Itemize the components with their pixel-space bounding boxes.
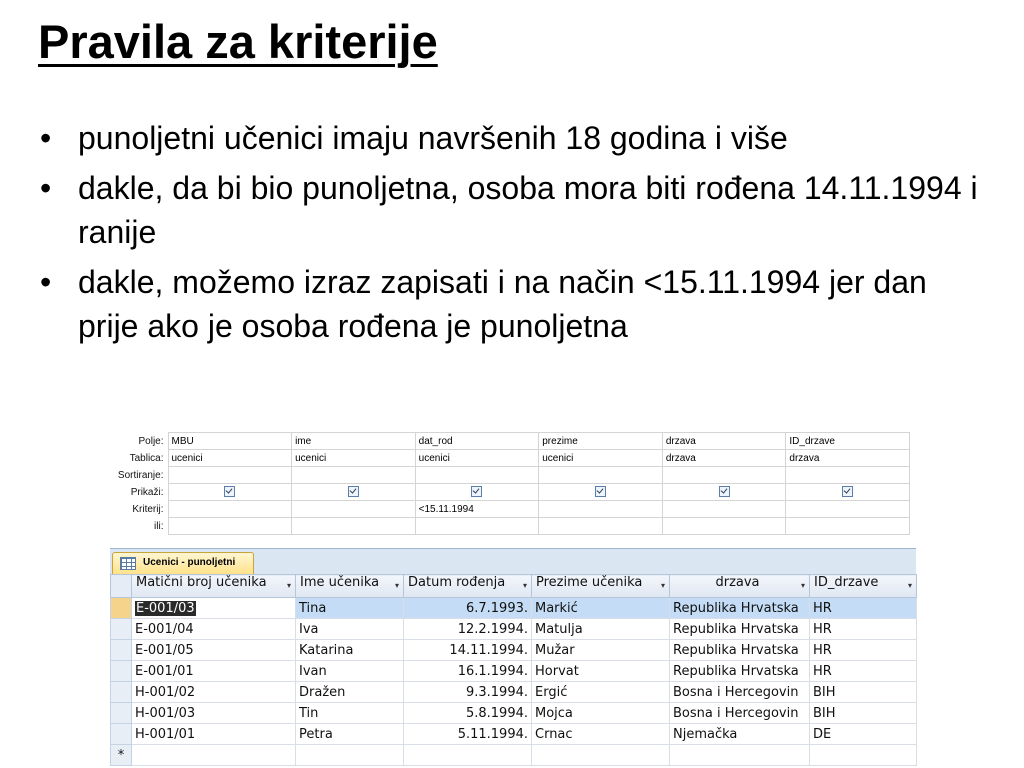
column-header-label: ID_drzave xyxy=(814,575,879,590)
grid-table-cell[interactable]: ucenici xyxy=(539,450,663,467)
column-header[interactable] xyxy=(532,575,670,598)
table-cell[interactable]: Njemačka xyxy=(670,724,810,745)
table-cell[interactable]: HR xyxy=(810,640,917,661)
table-cell[interactable]: HR xyxy=(810,598,917,619)
table-cell[interactable]: E-001/05 xyxy=(132,640,296,661)
row-label-field: Polje: xyxy=(110,433,168,450)
grid-criteria-cell[interactable] xyxy=(662,501,786,518)
bullet-item xyxy=(40,260,990,348)
table-cell[interactable]: Markić xyxy=(532,598,670,619)
table-cell[interactable]: Bosna i Hercegovin xyxy=(670,703,810,724)
grid-row-criteria xyxy=(110,501,910,518)
grid-table-cell[interactable]: drzava xyxy=(786,450,910,467)
show-checkbox[interactable] xyxy=(842,486,853,497)
column-header-label: Prezime učenika xyxy=(536,575,643,590)
table-cell[interactable] xyxy=(670,745,810,766)
table-cell[interactable]: Matulja xyxy=(532,619,670,640)
row-selector[interactable] xyxy=(111,640,132,661)
grid-table-cell[interactable]: ucenici xyxy=(292,450,416,467)
tab-label: Ucenici - punoljetni xyxy=(143,557,236,568)
table-cell[interactable]: 5.8.1994. xyxy=(404,703,532,724)
table-cell[interactable]: Republika Hrvatska xyxy=(670,598,810,619)
table-cell[interactable]: BIH xyxy=(810,703,917,724)
table-cell[interactable]: H-001/01 xyxy=(132,724,296,745)
bullet-text: punoljetni učenici imaju navršenih 18 godina i više xyxy=(78,120,788,156)
table-cell[interactable]: 14.11.1994. xyxy=(404,640,532,661)
grid-show-cell xyxy=(415,484,539,501)
bullet-list xyxy=(40,116,990,354)
table-cell[interactable]: 12.2.1994. xyxy=(404,619,532,640)
grid-sort-cell[interactable] xyxy=(292,467,416,484)
grid-field-cell[interactable]: ID_drzave xyxy=(786,433,910,450)
table-row[interactable] xyxy=(111,703,917,724)
table-cell[interactable]: H-001/02 xyxy=(132,682,296,703)
grid-sort-cell[interactable] xyxy=(168,467,292,484)
datasheet-view xyxy=(110,548,916,768)
row-selector[interactable] xyxy=(111,619,132,640)
show-checkbox[interactable] xyxy=(348,486,359,497)
table-cell[interactable]: BIH xyxy=(810,682,917,703)
table-cell[interactable]: HR xyxy=(810,619,917,640)
table-row[interactable] xyxy=(111,682,917,703)
query-design-grid xyxy=(110,432,910,534)
grid-field-cell[interactable]: MBU xyxy=(168,433,292,450)
table-cell[interactable]: Horvat xyxy=(532,661,670,682)
grid-or-cell[interactable] xyxy=(292,518,416,535)
datasheet-body xyxy=(111,598,917,766)
table-cell[interactable] xyxy=(132,745,296,766)
table-cell[interactable]: H-001/03 xyxy=(132,703,296,724)
table-cell[interactable] xyxy=(132,598,296,619)
show-checkbox[interactable] xyxy=(595,486,606,497)
table-cell[interactable]: Iva xyxy=(296,619,404,640)
grid-or-cell[interactable] xyxy=(786,518,910,535)
table-cell[interactable]: Republika Hrvatska xyxy=(670,661,810,682)
grid-criteria-cell[interactable] xyxy=(539,501,663,518)
table-cell[interactable]: Mojca xyxy=(532,703,670,724)
column-header[interactable] xyxy=(810,575,917,598)
row-selector[interactable] xyxy=(111,661,132,682)
column-header-label: Ime učenika xyxy=(300,575,380,590)
grid-or-cell[interactable] xyxy=(539,518,663,535)
grid-field-cell[interactable]: dat_rod xyxy=(415,433,539,450)
column-header[interactable] xyxy=(670,575,810,598)
row-label-table: Tablica: xyxy=(110,450,168,467)
grid-row-sort xyxy=(110,467,910,484)
show-checkbox[interactable] xyxy=(224,486,235,497)
slide-title: Pravila za kriterije xyxy=(38,15,438,68)
table-cell[interactable]: Tina xyxy=(296,598,404,619)
grid-show-cell xyxy=(662,484,786,501)
table-cell[interactable]: Ergić xyxy=(532,682,670,703)
tab-ucenici-punoljetni[interactable] xyxy=(112,552,254,574)
table-cell[interactable]: Dražen xyxy=(296,682,404,703)
row-selector[interactable] xyxy=(111,724,132,745)
column-header-label: drzava xyxy=(715,575,760,590)
table-row[interactable] xyxy=(111,724,917,745)
table-cell[interactable]: 5.11.1994. xyxy=(404,724,532,745)
grid-table-cell[interactable]: ucenici xyxy=(168,450,292,467)
row-selector[interactable] xyxy=(111,703,132,724)
table-cell[interactable]: Bosna i Hercegovin xyxy=(670,682,810,703)
row-selector[interactable] xyxy=(111,598,132,619)
dropdown-arrow-icon[interactable]: ▾ xyxy=(660,581,665,590)
grid-or-cell[interactable] xyxy=(662,518,786,535)
table-cell[interactable] xyxy=(532,745,670,766)
grid-show-cell xyxy=(786,484,910,501)
grid-row-table xyxy=(110,450,910,467)
table-cell[interactable]: E-001/04 xyxy=(132,619,296,640)
table-row[interactable] xyxy=(111,661,917,682)
table-cell[interactable]: Crnac xyxy=(532,724,670,745)
query-table-icon xyxy=(120,557,136,570)
show-checkbox[interactable] xyxy=(471,486,482,497)
table-cell[interactable]: E-001/01 xyxy=(132,661,296,682)
table-cell[interactable]: Ivan xyxy=(296,661,404,682)
column-header[interactable] xyxy=(296,575,404,598)
table-cell[interactable]: 16.1.1994. xyxy=(404,661,532,682)
table-cell[interactable]: Katarina xyxy=(296,640,404,661)
grid-show-cell xyxy=(539,484,663,501)
column-header[interactable] xyxy=(132,575,296,598)
grid-table-cell[interactable]: ucenici xyxy=(415,450,539,467)
grid-sort-cell[interactable] xyxy=(539,467,663,484)
bullet-item xyxy=(40,166,990,254)
document-tab-bar xyxy=(110,548,916,574)
table-cell[interactable]: Republika Hrvatska xyxy=(670,619,810,640)
bullet-text: dakle, možemo izraz zapisati i na način <15.11.1994 jer dan prije ako je osoba rođena je punoljetna xyxy=(78,264,927,344)
grid-row-or xyxy=(110,518,910,535)
bullet-dot: • xyxy=(40,170,52,206)
bullet-text: dakle, da bi bio punoljetna, osoba mora biti rođena 14.11.1994 i ranije xyxy=(78,170,978,250)
grid-field-cell[interactable]: ime xyxy=(292,433,416,450)
table-cell[interactable]: Mužar xyxy=(532,640,670,661)
table-cell[interactable]: 9.3.1994. xyxy=(404,682,532,703)
table-cell[interactable]: Petra xyxy=(296,724,404,745)
datasheet-table xyxy=(110,574,917,766)
grid-row-show xyxy=(110,484,910,501)
dropdown-arrow-icon[interactable]: ▾ xyxy=(522,581,527,590)
dropdown-arrow-icon[interactable]: ▾ xyxy=(286,581,291,590)
bullet-dot: • xyxy=(40,264,52,300)
dropdown-arrow-icon[interactable]: ▾ xyxy=(907,581,912,590)
table-cell[interactable] xyxy=(296,745,404,766)
grid-criteria-cell[interactable]: <15.11.1994 xyxy=(415,501,539,518)
grid-row-field xyxy=(110,433,910,450)
selected-cell-text: E-001/03 xyxy=(136,600,195,616)
dropdown-arrow-icon[interactable]: ▾ xyxy=(394,581,399,590)
select-all-corner[interactable] xyxy=(111,575,132,598)
show-checkbox[interactable] xyxy=(719,486,730,497)
grid-show-cell xyxy=(292,484,416,501)
bullet-item xyxy=(40,116,990,160)
table-row[interactable] xyxy=(111,640,917,661)
table-cell[interactable]: Tin xyxy=(296,703,404,724)
column-header-label: Matični broj učenika xyxy=(136,575,267,590)
grid-criteria-cell[interactable] xyxy=(292,501,416,518)
table-row[interactable] xyxy=(111,598,917,619)
row-label-show: Prikaži: xyxy=(110,484,168,501)
grid-show-cell xyxy=(168,484,292,501)
grid-sort-cell[interactable] xyxy=(662,467,786,484)
new-record-row[interactable] xyxy=(111,745,917,766)
table-cell[interactable]: Republika Hrvatska xyxy=(670,640,810,661)
table-cell[interactable]: DE xyxy=(810,724,917,745)
grid-or-cell[interactable] xyxy=(168,518,292,535)
grid-or-cell[interactable] xyxy=(415,518,539,535)
grid-sort-cell[interactable] xyxy=(786,467,910,484)
column-header[interactable] xyxy=(404,575,532,598)
column-header-label: Datum rođenja xyxy=(408,575,506,590)
row-label-sort: Sortiranje: xyxy=(110,467,168,484)
table-cell[interactable]: HR xyxy=(810,661,917,682)
table-cell[interactable] xyxy=(404,745,532,766)
grid-criteria-cell[interactable] xyxy=(168,501,292,518)
grid-field-cell[interactable]: drzava xyxy=(662,433,786,450)
row-label-or: ili: xyxy=(110,518,168,535)
grid-field-cell[interactable]: prezime xyxy=(539,433,663,450)
header-row xyxy=(111,575,917,598)
new-record-marker[interactable]: * xyxy=(111,745,132,766)
dropdown-arrow-icon[interactable]: ▾ xyxy=(800,581,805,590)
grid-table-cell[interactable]: drzava xyxy=(662,450,786,467)
row-label-criteria: Kriterij: xyxy=(110,501,168,518)
grid-sort-cell[interactable] xyxy=(415,467,539,484)
grid-criteria-cell[interactable] xyxy=(786,501,910,518)
bullet-dot: • xyxy=(40,120,52,156)
table-cell[interactable] xyxy=(810,745,917,766)
row-selector[interactable] xyxy=(111,682,132,703)
table-cell[interactable]: 6.7.1993. xyxy=(404,598,532,619)
table-row[interactable] xyxy=(111,619,917,640)
